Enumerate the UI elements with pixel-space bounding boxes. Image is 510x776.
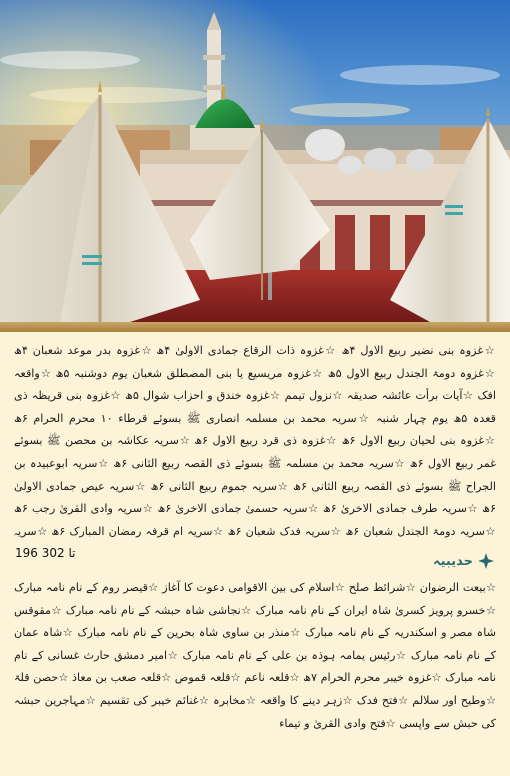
page-reference: 196 تا 302 — [15, 546, 76, 560]
heading-text: حدیبیہ — [433, 553, 473, 569]
masjid-nabawi-illustration — [0, 0, 510, 322]
section-one-paragraph: ☆غزوہ بنی نضیر ربیع الاول ۴ھ ☆غزوہ ذات الرقاع جمادی الاولیٰ ۴ھ ☆غزوہ بدر موعد شعبان ۴ھ ☆غزوہ دومۃ الجندل ربیع الاول ۵ھ ☆غزوہ مریسیع یا بنی المصطلق شعبان یوم دوشنبہ ۵ھ ☆واقعہ افک ☆آیات برأت عائشہ صدیقہ ☆نزول تیمم ☆غزوہ خندق و احزاب شوال ۵ھ ☆غزوہ بنی قریظہ ذی قعدہ ۵ھ یوم چہار شنبہ ☆سریہ محمد بن مسلمہ انصاری ﷺ بسوئے قرطاء ۱۰ محرم الحرام ۶ھ ☆غزوہ بنی لحیان ربیع الاول ۶ھ ☆غزوہ ذی قرد ربیع الاول ۶ھ ☆سریہ عکاشہ بن محصن ﷺ بسوئے غمر ربیع الاول ۶ھ ☆سریہ محمد بن مسلمہ ﷺ بسوئے ذی القصہ ربیع الثانی ۶ھ ☆سریہ ابوعبیدہ بن الجراح ﷺ بسوئے ذی القصہ ربیع الثانی ۶ھ ☆سریہ جموم ربیع الثانی ۶ھ ☆سریہ عیص جمادی الاولیٰ ۶ھ ☆سریہ طرف جمادی الاخریٰ ۶ھ ☆سریہ حسمیٰ جمادی الاخریٰ ۶ھ ☆سریہ وادی القریٰ رجب ۶ھ ☆سریہ دومۃ الجندل شعبان ۶ھ ☆سریہ فدک شعبان ۶ھ ☆سریہ ام قرفہ رمضان المبارک ۶ھ ☆سریہ — [14, 344, 496, 538]
section-heading — [433, 553, 494, 569]
decorative-band — [0, 322, 510, 332]
four-point-star-icon — [478, 553, 494, 569]
hero-photo — [0, 0, 510, 322]
section-two-paragraph: ☆بیعت الرضوان ☆شرائط صلح ☆اسلام کی بین الاقوامی دعوت کا آغاز ☆قیصر روم کے نام نامہ مبارک ☆خسرو پرویز کسریٰ شاہ ایران کے نام نامہ مبارک ☆نجاشی شاہ حبشہ کے نام نامہ مبارک ☆مقوقس شاہ مصر و اسکندریہ کے نام نامہ مبارک ☆منذر بن ساوی شاہ بحرین کے نام نامہ مبارک ☆شاہ عمان کے نام نامہ مبارک ☆رئیس یمامہ ہوذہ بن علی کے نام نامہ مبارک ☆امیر دمشق حارث غسانی کے نام نامہ مبارک ☆غزوہ خیبر محرم الحرام ۷ھ ☆قلعہ ناعم ☆قلعہ قموص ☆قلعہ صعب بن معاذ ☆حصن قلۃ ☆وطیح اور سلالم ☆فتح فدک ☆زہر دینے کا واقعہ ☆مخابرہ ☆غنائم خیبر کی تقسیم ☆مہاجرین حبشہ کی حبش سے واپسی ☆فتح وادی القریٰ و تیماء — [14, 581, 496, 730]
